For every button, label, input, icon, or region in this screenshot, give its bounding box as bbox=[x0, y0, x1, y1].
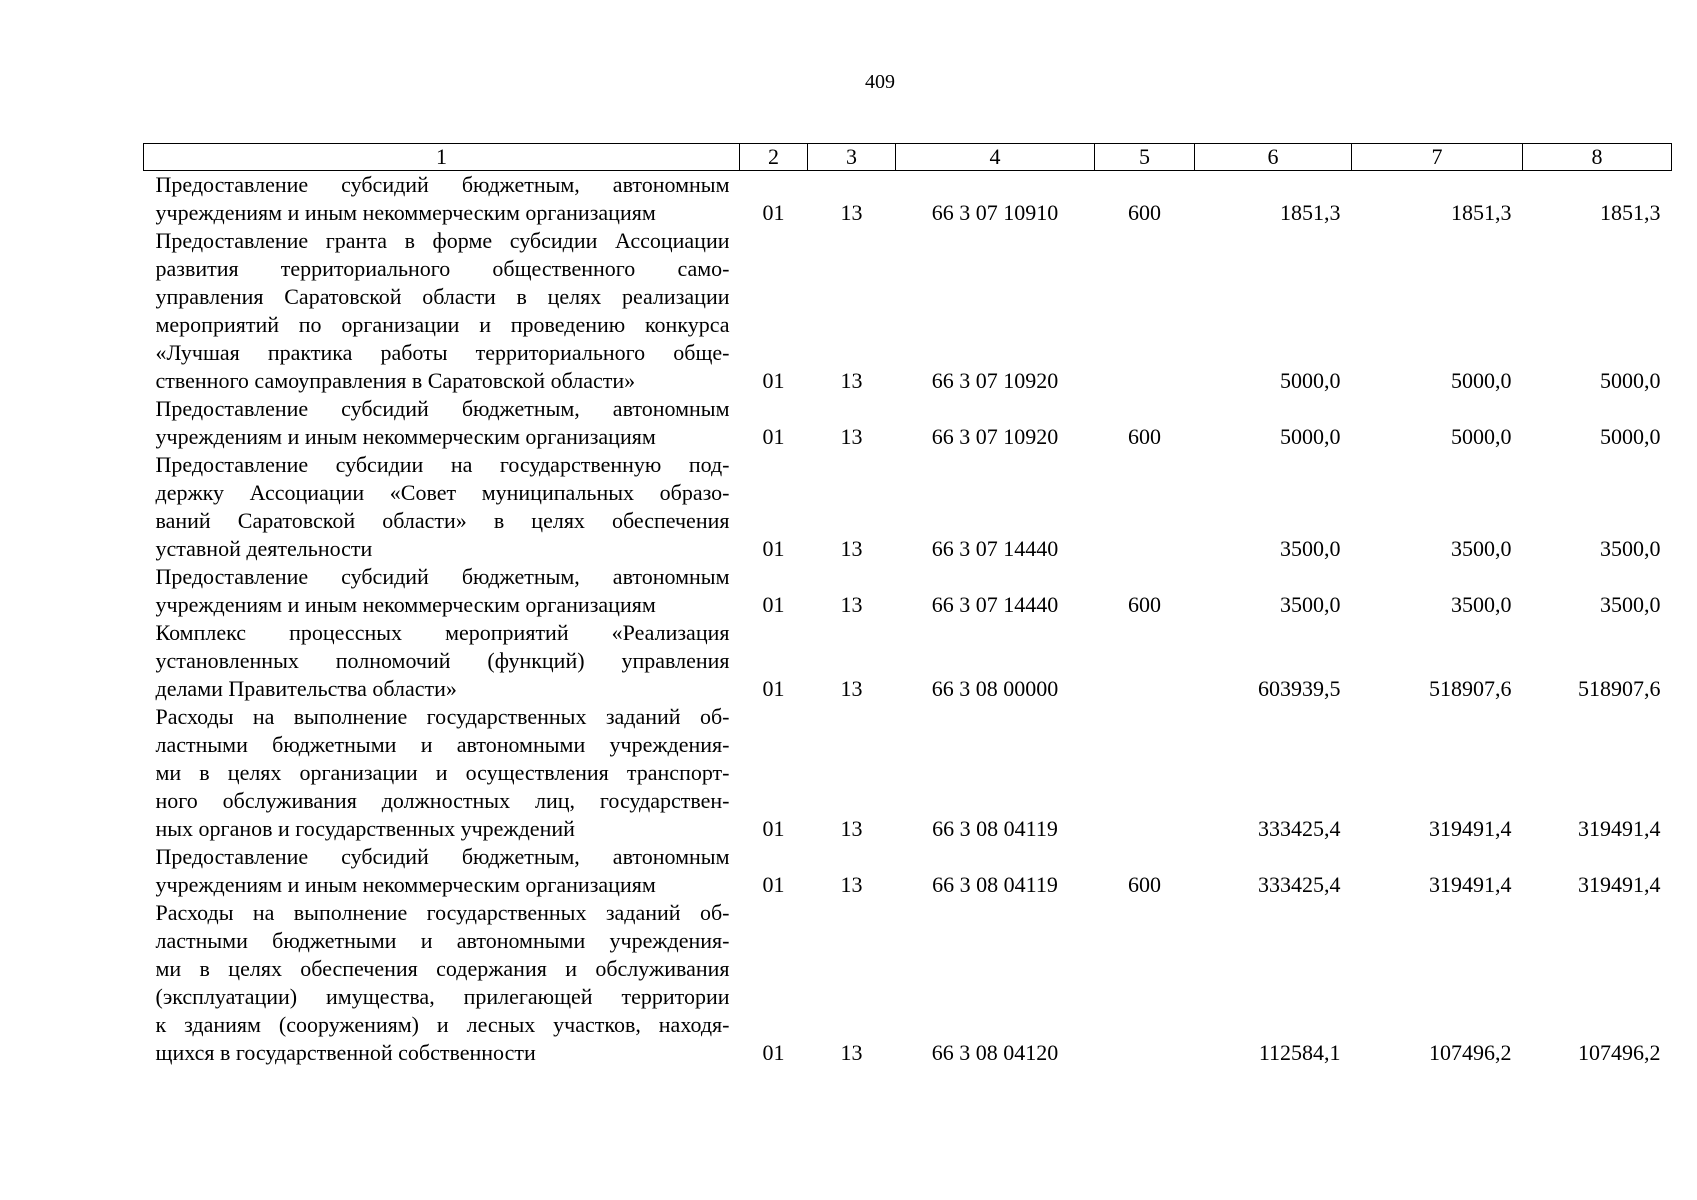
subsection-code-cell: 13 bbox=[840, 816, 863, 841]
table-row bbox=[144, 171, 1672, 228]
description-cell bbox=[144, 227, 740, 395]
table-body bbox=[144, 171, 1672, 1068]
subsection-code-cell: 13 bbox=[840, 872, 863, 897]
header-row bbox=[144, 144, 1672, 171]
section-code-cell: 01 bbox=[762, 816, 785, 841]
subsection-code-cell: 13 bbox=[840, 676, 863, 701]
amount-year2-cell: 3500,0 bbox=[1451, 536, 1512, 561]
amount-year2-cell: 5000,0 bbox=[1451, 368, 1512, 393]
header-cell: 3 bbox=[808, 144, 896, 171]
description-line: Предоставление субсидий бюджетным, автономным bbox=[155, 396, 730, 421]
amount-year2-cell: 518907,6 bbox=[1429, 676, 1512, 701]
description-line: Предоставление гранта в форме субсидии Ассоциации bbox=[155, 228, 730, 253]
header-cell: 2 bbox=[740, 144, 808, 171]
description-line: учреждениям и иным некоммерческим организациям bbox=[155, 872, 656, 897]
expense-type-cell bbox=[1095, 227, 1195, 395]
amount-year1-cell: 333425,4 bbox=[1258, 872, 1341, 897]
amount-year2-cell: 5000,0 bbox=[1451, 424, 1512, 449]
amount-year2-cell: 107496,2 bbox=[1429, 1040, 1512, 1065]
header-cell: 4 bbox=[896, 144, 1095, 171]
header-cell: 6 bbox=[1195, 144, 1352, 171]
section-code-cell: 01 bbox=[762, 368, 785, 393]
subsection-code-cell: 13 bbox=[840, 424, 863, 449]
description-line: Расходы на выполнение государственных заданий об- bbox=[155, 900, 730, 925]
amount-year1-cell: 5000,0 bbox=[1280, 424, 1341, 449]
subsection-code-cell: 13 bbox=[840, 368, 863, 393]
section-code-cell: 01 bbox=[762, 200, 785, 225]
amount-year3-cell: 1851,3 bbox=[1600, 200, 1661, 225]
description-line: Расходы на выполнение государственных заданий об- bbox=[155, 704, 730, 729]
table-row bbox=[144, 227, 1672, 395]
subsection-code-cell: 13 bbox=[840, 1040, 863, 1065]
section-code-cell: 01 bbox=[762, 536, 785, 561]
description-line: щихся в государственной собственности bbox=[155, 1040, 536, 1065]
description-cell bbox=[144, 171, 740, 228]
table-row bbox=[144, 703, 1672, 843]
target-article-cell: 66 3 07 10920 bbox=[931, 368, 1059, 393]
section-code-cell: 01 bbox=[762, 1040, 785, 1065]
description-line: к зданиям (сооружениям) и лесных участков, находя- bbox=[155, 1012, 730, 1037]
description-line: развития территориального общественного само- bbox=[155, 256, 730, 281]
description-line: ми в целях обеспечения содержания и обслуживания bbox=[155, 956, 730, 981]
description-line: Предоставление субсидии на государственную под- bbox=[155, 452, 730, 477]
target-article-cell: 66 3 07 10910 bbox=[931, 200, 1059, 225]
description-cell bbox=[144, 619, 740, 703]
table-row bbox=[144, 899, 1672, 1067]
amount-year3-cell: 107496,2 bbox=[1578, 1040, 1661, 1065]
expense-type-cell: 600 bbox=[1128, 200, 1161, 225]
amount-year3-cell: 5000,0 bbox=[1600, 424, 1661, 449]
target-article-cell: 66 3 07 10920 bbox=[931, 424, 1059, 449]
description-line: Комплекс процессных мероприятий «Реализация bbox=[155, 620, 730, 645]
subsection-code-cell: 13 bbox=[840, 536, 863, 561]
description-cell bbox=[144, 451, 740, 563]
expense-type-cell bbox=[1095, 451, 1195, 563]
header-cell: 7 bbox=[1352, 144, 1523, 171]
section-code-cell: 01 bbox=[762, 676, 785, 701]
description-line: держку Ассоциации «Совет муниципальных образо- bbox=[155, 480, 730, 505]
description-line: «Лучшая практика работы территориального обще- bbox=[155, 340, 730, 365]
expense-type-cell bbox=[1095, 619, 1195, 703]
description-line: мероприятий по организации и проведению конкурса bbox=[155, 312, 730, 337]
description-line: учреждениям и иным некоммерческим организациям bbox=[155, 592, 656, 617]
description-line: ваний Саратовской области» в целях обеспечения bbox=[155, 508, 730, 533]
header-cell: 5 bbox=[1095, 144, 1195, 171]
target-article-cell: 66 3 08 00000 bbox=[931, 676, 1059, 701]
amount-year1-cell: 112584,1 bbox=[1258, 1040, 1341, 1065]
amount-year1-cell: 603939,5 bbox=[1258, 676, 1341, 701]
description-cell bbox=[144, 703, 740, 843]
amount-year2-cell: 1851,3 bbox=[1451, 200, 1512, 225]
description-cell bbox=[144, 843, 740, 899]
amount-year3-cell: 518907,6 bbox=[1578, 676, 1661, 701]
target-article-cell: 66 3 08 04119 bbox=[932, 872, 1058, 897]
amount-year2-cell: 319491,4 bbox=[1429, 816, 1512, 841]
description-line: ственного самоуправления в Саратовской области» bbox=[155, 368, 636, 393]
budget-table bbox=[143, 143, 1672, 1067]
expense-type-cell: 600 bbox=[1128, 424, 1161, 449]
description-line: Предоставление субсидий бюджетным, автономным bbox=[155, 564, 730, 589]
description-line: (эксплуатации) имущества, прилегающей территории bbox=[155, 984, 730, 1009]
description-line: делами Правительства области» bbox=[155, 676, 457, 701]
amount-year1-cell: 1851,3 bbox=[1280, 200, 1341, 225]
description-cell bbox=[144, 563, 740, 619]
description-line: ных органов и государственных учреждений bbox=[155, 816, 575, 841]
expense-type-cell: 600 bbox=[1128, 592, 1161, 617]
amount-year3-cell: 3500,0 bbox=[1600, 592, 1661, 617]
section-code-cell: 01 bbox=[762, 424, 785, 449]
description-cell bbox=[144, 899, 740, 1067]
expense-type-cell bbox=[1095, 899, 1195, 1067]
expense-type-cell bbox=[1095, 703, 1195, 843]
table-row bbox=[144, 843, 1672, 899]
table-row bbox=[144, 563, 1672, 619]
amount-year3-cell: 3500,0 bbox=[1600, 536, 1661, 561]
description-line: ного обслуживания должностных лиц, государствен- bbox=[155, 788, 730, 813]
section-code-cell: 01 bbox=[762, 592, 785, 617]
description-line: ластными бюджетными и автономными учреждения- bbox=[155, 732, 730, 757]
target-article-cell: 66 3 08 04119 bbox=[932, 816, 1058, 841]
table-row bbox=[144, 451, 1672, 563]
description-line: учреждениям и иным некоммерческим организациям bbox=[155, 424, 656, 449]
amount-year1-cell: 3500,0 bbox=[1280, 592, 1341, 617]
expense-type-cell: 600 bbox=[1128, 872, 1161, 897]
description-line: управления Саратовской области в целях реализации bbox=[155, 284, 730, 309]
description-cell bbox=[144, 395, 740, 451]
amount-year1-cell: 5000,0 bbox=[1280, 368, 1341, 393]
description-line: ми в целях организации и осуществления транспорт- bbox=[155, 760, 730, 785]
amount-year2-cell: 3500,0 bbox=[1451, 592, 1512, 617]
subsection-code-cell: 13 bbox=[840, 592, 863, 617]
amount-year1-cell: 333425,4 bbox=[1258, 816, 1341, 841]
target-article-cell: 66 3 08 04120 bbox=[931, 1040, 1059, 1065]
section-code-cell: 01 bbox=[762, 872, 785, 897]
description-line: ластными бюджетными и автономными учреждения- bbox=[155, 928, 730, 953]
description-line: Предоставление субсидий бюджетным, автономным bbox=[155, 844, 730, 869]
page-number: 409 bbox=[865, 71, 895, 93]
header-cell: 1 bbox=[144, 144, 740, 171]
amount-year1-cell: 3500,0 bbox=[1280, 536, 1341, 561]
table-row bbox=[144, 619, 1672, 703]
description-line: учреждениям и иным некоммерческим организациям bbox=[155, 200, 656, 225]
table-row bbox=[144, 395, 1672, 451]
description-line: установленных полномочий (функций) управления bbox=[155, 648, 730, 673]
header-cell: 8 bbox=[1523, 144, 1672, 171]
description-line: уставной деятельности bbox=[155, 536, 373, 561]
amount-year3-cell: 319491,4 bbox=[1578, 872, 1661, 897]
amount-year3-cell: 5000,0 bbox=[1600, 368, 1661, 393]
subsection-code-cell: 13 bbox=[840, 200, 863, 225]
target-article-cell: 66 3 07 14440 bbox=[931, 536, 1059, 561]
amount-year2-cell: 319491,4 bbox=[1429, 872, 1512, 897]
description-line: Предоставление субсидий бюджетным, автономным bbox=[155, 172, 730, 197]
amount-year3-cell: 319491,4 bbox=[1578, 816, 1661, 841]
target-article-cell: 66 3 07 14440 bbox=[931, 592, 1059, 617]
